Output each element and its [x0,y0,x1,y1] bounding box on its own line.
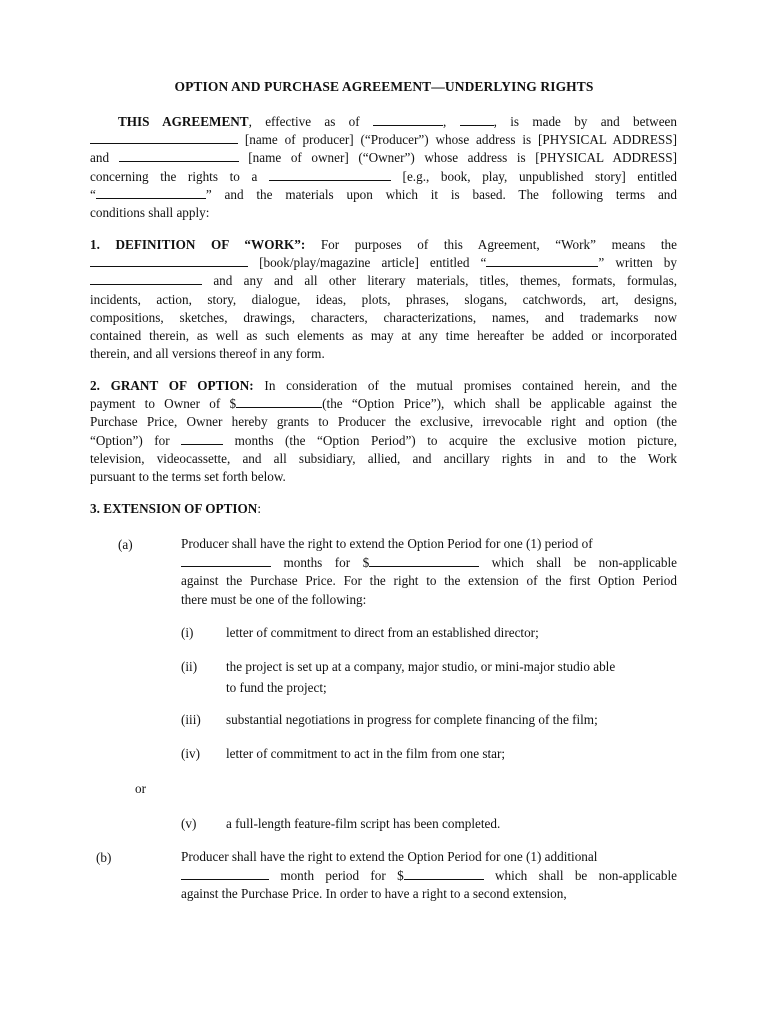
section-1-line-1: 1. DEFINITION OF “WORK”: For purposes of this Agreement, “Work” means the [90,237,677,252]
document-title: OPTION AND PURCHASE AGREEMENT—UNDERLYING RIGHTS [174,79,594,94]
section-1-line-3: and any and all other literary materials, titles, themes, formats, formulas, [90,272,677,290]
section-1-line-7: therein, and all versions thereof in any form. [90,346,325,362]
year-blank[interactable] [460,113,494,126]
work-title-blank[interactable] [486,254,598,267]
subsection-b-text: Producer shall have the right to extend the Option Period for one (1) additional month period for $ which shall be non-applicable against the Purchase Price. In order to have a right to a second extension, [181,849,677,902]
item-iv-num: (iv) [181,746,201,761]
section-1-definition [90,236,677,363]
intro-line-4: concerning the rights to a [e.g., book, play, unpublished story] entitled [90,168,677,184]
section-2-line-4: “Option”) for months (the “Option Period”) to acquire the exclusive motion picture, [90,432,678,448]
owner-name-blank[interactable] [119,149,239,162]
author-blank[interactable] [90,272,202,285]
section-2-line-1: 2. GRANT OF OPTION: In consideration of the mutual promises contained herein, and the [90,378,678,393]
item-ii-text: the project is set up at a company, major studio, or mini-major studio able [226,659,616,674]
item-iv-text: letter of commitment to act in the film from one star; [226,746,506,761]
section-2-line-3: Purchase Price, Owner hereby grants to Producer the exclusive, irrevocable right and option (the [90,414,677,430]
section-1-line-6: contained therein, as well as such elements as may at any time hereafter be added or incorporated [90,328,677,344]
second-extension-price-blank[interactable] [404,867,484,880]
option-price-blank[interactable] [236,395,322,408]
intro-line-6: conditions shall apply: [90,205,210,221]
section-3-heading-row: 3. EXTENSION OF OPTION: [90,501,261,516]
subsection-a-text: Producer shall have the right to extend the Option Period for one (1) period of months for $ which shall be non-applicable against the Purchase Price. For the right to the extension of the first Option Period there must be one of the following: [181,536,677,607]
item-i-num: (i) [181,625,194,640]
section-1-line-2: [book/play/magazine article] entitled “ ” written by [90,254,677,272]
item-ii-num: (ii) [181,659,198,674]
option-months-blank[interactable] [181,432,223,445]
item-v-text: a full-length feature-film script has been completed. [226,816,501,831]
item-i-text: letter of commitment to direct from an established director; [226,625,539,640]
section-3-heading: 3. EXTENSION OF OPTION [90,501,258,516]
item-iii-text: substantial negotiations in progress for complete financing of the film; [226,712,598,727]
item-ii-text-cont: to fund the project; [226,680,327,695]
section-2-line-5: television, videocassette, and all subsidiary, allied, and ancillary rights in and to the Work [90,450,677,466]
intro-line-5: “ ” and the materials upon which it is based. The following terms and [90,186,677,202]
subsection-b-label: (b) [96,850,112,865]
title-blank[interactable] [96,186,206,199]
extension-price-blank[interactable] [369,554,479,567]
item-v-num: (v) [181,816,197,831]
section-1-line-5: compositions, sketches, drawings, characters, characterizations, names, and trademarks now [90,309,677,325]
intro-line-2: [name of producer] (“Producer”) whose address is [PHYSICAL ADDRESS] [90,131,677,149]
section-2-line-2: payment to Owner of $ (the “Option Price”), which shall be applicable against the [90,396,677,412]
date-blank[interactable] [373,113,443,126]
item-iii-num: (iii) [181,712,201,727]
material-type-blank[interactable] [269,168,391,181]
subsection-a-label: (a) [118,537,133,552]
extension-months-blank[interactable] [181,554,271,567]
producer-name-blank[interactable] [90,131,238,144]
section-1-line-4: incidents, action, story, dialogue, ideas, plots, phrases, slogans, catchwords, art, designs, [90,291,677,307]
section-2-grant [90,377,677,486]
work-type-blank[interactable] [90,254,248,267]
intro-line-1: THIS AGREEMENT, effective as of , , is made by and between [118,114,677,129]
section-2-line-6: pursuant to the terms set forth below. [90,469,286,485]
intro-paragraph [90,113,677,222]
intro-line-3: and [name of owner] (“Owner”) whose address is [PHYSICAL ADDRESS] [90,150,677,166]
second-extension-months-blank[interactable] [181,867,269,880]
or-connector: or [135,781,146,796]
